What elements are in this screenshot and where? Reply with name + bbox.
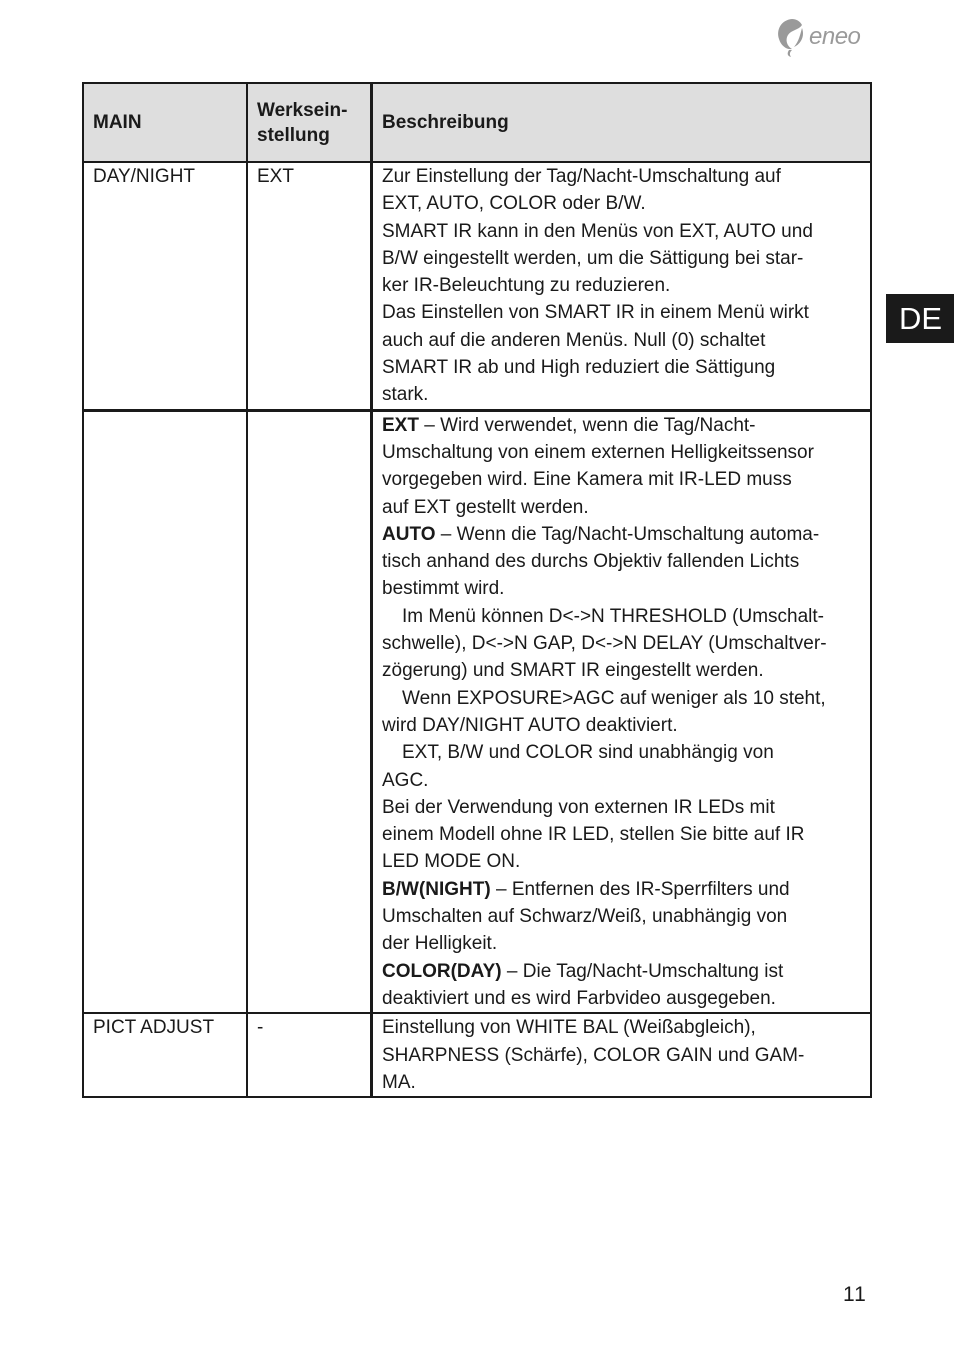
row-main-pict-adjust: PICT ADJUST — [83, 1013, 247, 1097]
description-line: LED MODE ON. — [382, 851, 521, 873]
description-line: MA. — [382, 1071, 416, 1093]
description-line: B/W eingestellt werden, um die Sättigung bei star- — [382, 247, 804, 269]
auto-paragraph — [382, 521, 861, 548]
description-line: – Wird verwendet, wenn die Tag/Nacht- — [418, 414, 756, 436]
description-line: ker IR-Beleuchtung zu reduzieren. — [382, 275, 671, 297]
description-line: – Entfernen des IR-Sperrfilters und — [490, 878, 790, 900]
description-line: Einstellung von WHITE BAL (Weißabgleich), — [382, 1017, 756, 1039]
table-header-row — [83, 83, 871, 162]
header-description: Beschreibung — [372, 83, 872, 162]
table-row — [83, 162, 871, 410]
description-line: zögerung) und SMART IR eingestellt werden. — [382, 660, 764, 682]
description-line: – Wenn die Tag/Nacht-Umschaltung automa- — [435, 523, 820, 545]
row-default-pict-adjust: - — [247, 1013, 372, 1097]
description-line: deaktiviert und es wird Farbvideo ausgegeben. — [382, 987, 776, 1009]
header-main: MAIN — [83, 83, 247, 162]
description-line: vorgegeben wird. Eine Kamera mit IR-LED muss — [382, 469, 792, 491]
color-paragraph — [382, 958, 861, 985]
description-line: stark. — [382, 384, 429, 406]
description-line: Das Einstellen von SMART IR in einem Menü wirkt — [382, 302, 809, 324]
row-default-empty — [247, 410, 372, 1013]
description-line: schwelle), D<->N GAP, D<->N DELAY (Umschaltver- — [382, 633, 827, 655]
table-row — [83, 1013, 871, 1097]
row-default-day-night: EXT — [247, 162, 372, 410]
description-line: wird DAY/NIGHT AUTO deaktiviert. — [382, 714, 678, 736]
description-line: Wenn EXPOSURE>AGC auf weniger als 10 steht, — [402, 687, 826, 709]
description-line: Zur Einstellung der Tag/Nacht-Umschaltung auf — [382, 166, 781, 187]
description-line: einem Modell ohne IR LED, stellen Sie bitte auf IR — [382, 824, 805, 846]
description-line: SMART IR ab und High reduziert die Sättigung — [382, 357, 776, 379]
description-line: bestimmt wird. — [382, 578, 505, 600]
page-number: 11 — [843, 1283, 867, 1306]
bw-term: B/W(NIGHT) — [382, 878, 491, 900]
row-main-empty — [83, 410, 247, 1013]
settings-table — [82, 82, 872, 1098]
header-default — [247, 83, 372, 162]
description-line: tisch anhand des durchs Objektiv fallenden Lichts — [382, 551, 800, 573]
color-term: COLOR(DAY) — [382, 960, 502, 982]
brand-logo — [775, 16, 875, 58]
description-line: Im Menü können D<->N THRESHOLD (Umschalt- — [402, 605, 824, 627]
row-description-day-night — [372, 162, 872, 410]
description-line: Umschaltung von einem externen Helligkeitssensor — [382, 441, 814, 463]
description-line: SHARPNESS (Schärfe), COLOR GAIN und GAM- — [382, 1044, 805, 1066]
row-description-pict-adjust — [372, 1013, 872, 1097]
leaf-swirl-icon — [775, 16, 809, 58]
ext-term: EXT — [382, 414, 419, 436]
description-line: SMART IR kann in den Menüs von EXT, AUTO und — [382, 220, 813, 242]
description-line: der Helligkeit. — [382, 933, 498, 955]
description-line: EXT, AUTO, COLOR oder B/W. — [382, 193, 646, 215]
description-line: EXT, B/W und COLOR sind unabhängig von — [402, 742, 774, 764]
auto-term: AUTO — [382, 523, 436, 545]
description-line: auf EXT gestellt werden. — [382, 496, 589, 518]
description-line: Bei der Verwendung von externen IR LEDs mit — [382, 796, 775, 818]
description-line: – Die Tag/Nacht-Umschaltung ist — [501, 960, 784, 982]
description-line: auch auf die anderen Menüs. Null (0) schaltet — [382, 329, 766, 351]
description-line: Umschalten auf Schwarz/Weiß, unabhängig von — [382, 906, 788, 928]
header-default-text: Werksein- stellung — [257, 99, 348, 146]
brand-name: eneo — [809, 23, 861, 50]
description-line: AGC. — [382, 769, 429, 791]
row-main-day-night: DAY/NIGHT — [83, 162, 247, 410]
row-description-modes — [372, 410, 872, 1013]
ext-paragraph — [382, 412, 861, 439]
bw-paragraph — [382, 876, 861, 903]
table-row — [83, 410, 871, 1013]
language-tab: DE — [886, 294, 954, 343]
